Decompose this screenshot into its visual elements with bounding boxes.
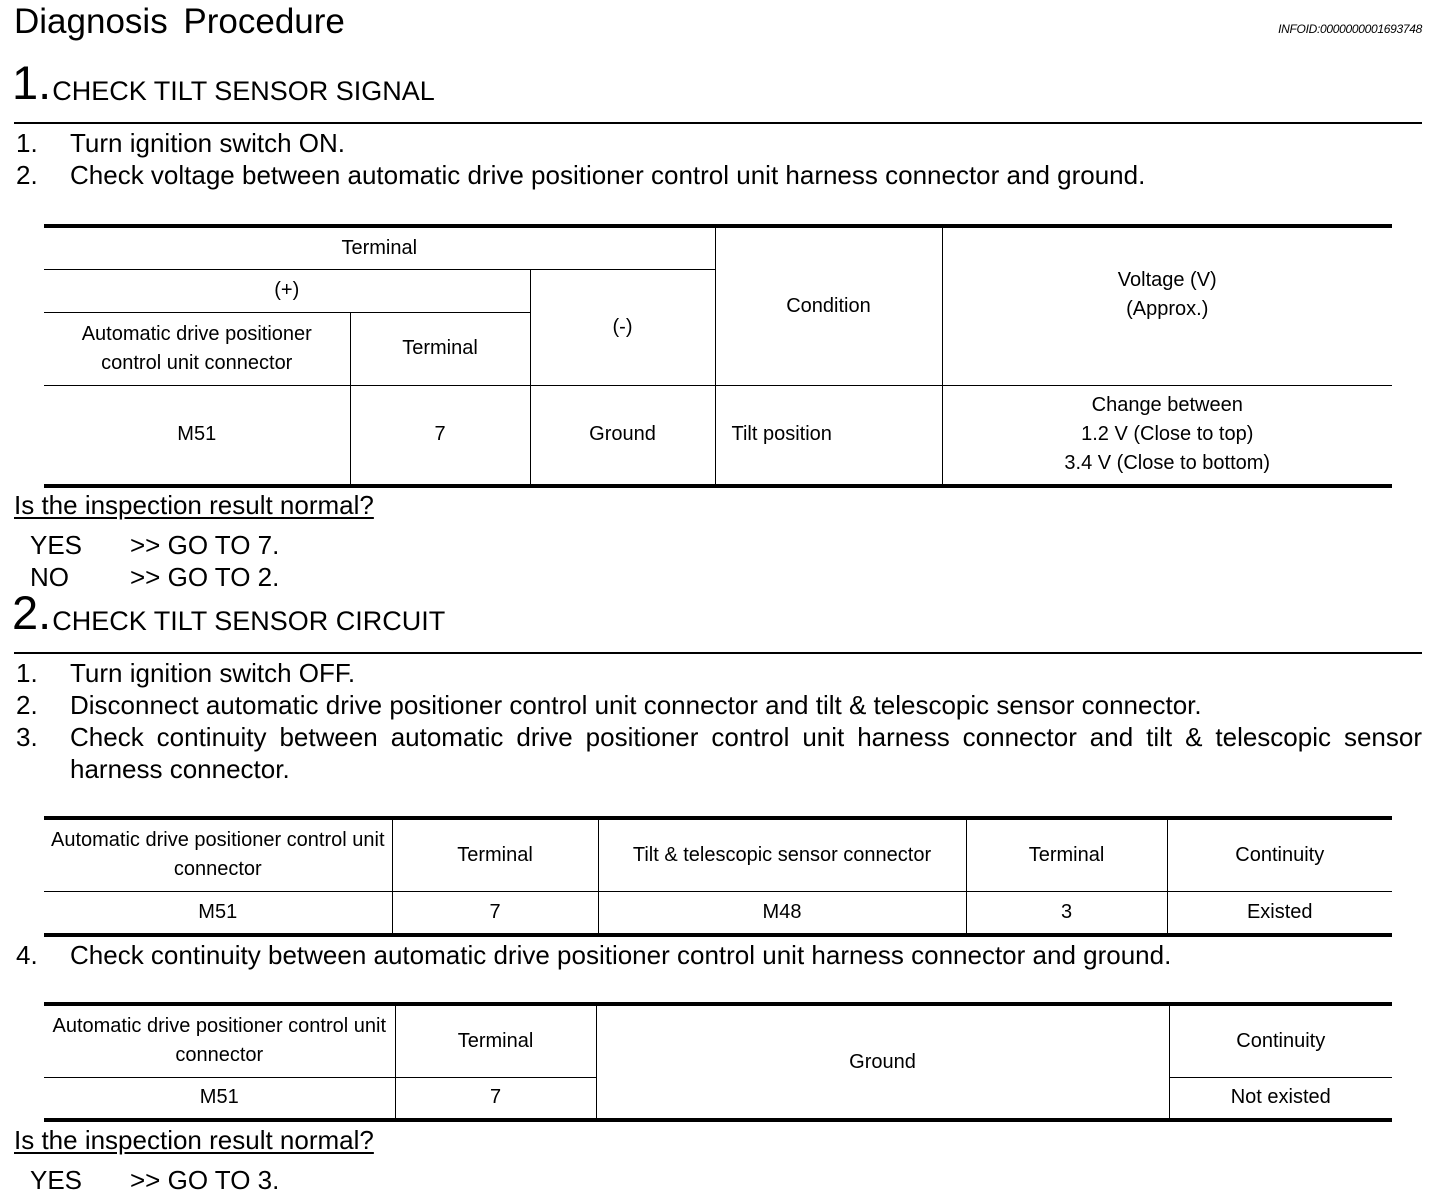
connector-header: Automatic drive positioner control unit connector: [44, 1004, 395, 1077]
instruction-number: 4.: [16, 940, 38, 970]
instruction-number: 1.: [16, 128, 38, 158]
continuity-header: Continuity: [1169, 1004, 1392, 1077]
step-2-instruction-3: [16, 721, 1422, 785]
continuity-header: Continuity: [1167, 818, 1392, 891]
instruction-text: Check voltage between automatic drive positioner control unit harness connector and ground.: [70, 160, 1146, 190]
instruction-number: 2.: [16, 690, 38, 720]
step-2-title: CHECK TILT SENSOR CIRCUIT: [52, 606, 446, 636]
terminal-header: Terminal: [966, 818, 1167, 891]
voltage-line-2: 1.2 V (Close to top): [1081, 423, 1254, 446]
condition-cell: Tilt position: [715, 385, 942, 486]
step-1-rule: [14, 122, 1422, 124]
step-2-rule: [14, 652, 1422, 654]
step-2-heading: [12, 588, 445, 638]
instruction-number: 3.: [16, 722, 38, 752]
terminal-header: Terminal: [395, 1004, 596, 1077]
connector-cell: M51: [44, 891, 392, 935]
ground-header: Ground: [596, 1004, 1169, 1120]
voltage-cell: [942, 385, 1392, 486]
step-1-number: 1.: [12, 56, 52, 109]
voltage-line-3: 3.4 V (Close to bottom): [1064, 452, 1271, 475]
step-2-instruction-1: [16, 657, 1422, 689]
instruction-text: Disconnect automatic drive positioner control unit connector and tilt & telescopic sensor connector.: [70, 690, 1202, 720]
terminal-cell: 7: [392, 891, 598, 935]
answer-value: >> GO TO 3.: [130, 1165, 280, 1195]
step-2-number: 2.: [12, 586, 52, 639]
connector-cell: M51: [44, 385, 350, 486]
answer-key: YES: [30, 1165, 83, 1195]
continuity-sensor-table: [44, 816, 1392, 937]
terminal-cell: 7: [350, 385, 530, 486]
continuity-ground-table: [44, 1002, 1392, 1122]
connector-header: Automatic drive positioner control unit connector: [44, 312, 350, 385]
instruction-text: Check continuity between automatic drive positioner control unit harness connector and tilt & telescopic sensor harness connector.: [70, 722, 1422, 784]
sensor-connector-header: Tilt & telescopic sensor connector: [598, 818, 966, 891]
instruction-number: 2.: [16, 160, 38, 190]
instruction-text: Turn ignition switch ON.: [70, 128, 346, 158]
minus-header: (-): [530, 269, 715, 385]
terminal-sub-header: Terminal: [350, 312, 530, 385]
plus-header: (+): [44, 269, 530, 312]
instruction-text: Turn ignition switch OFF.: [70, 658, 356, 688]
voltage-header: [942, 226, 1392, 385]
step-2-instruction-4: [16, 939, 1422, 971]
step-1-answer-yes: [30, 529, 279, 561]
terminal-header: Terminal: [44, 226, 715, 269]
table-row: [44, 226, 1392, 269]
table-row: [44, 818, 1392, 891]
voltage-header-line-1: Voltage (V): [1117, 269, 1217, 292]
step-1-question: Is the inspection result normal?: [14, 490, 374, 520]
connector-header: Automatic drive positioner control unit connector: [44, 818, 392, 891]
step-2-instruction-2: [16, 689, 1422, 721]
condition-header: Condition: [715, 226, 942, 385]
step-1-instruction-1: [16, 127, 1422, 159]
table-row: [44, 891, 1392, 935]
terminal-header: Terminal: [392, 818, 598, 891]
instruction-number: 1.: [16, 658, 38, 688]
step-2-question: Is the inspection result normal?: [14, 1125, 374, 1155]
step-1-title: CHECK TILT SENSOR SIGNAL: [52, 76, 435, 106]
step-1-instruction-2: [16, 159, 1422, 191]
answer-value: >> GO TO 2.: [130, 562, 280, 592]
minus-cell: Ground: [530, 385, 715, 486]
continuity-cell: Not existed: [1169, 1077, 1392, 1120]
instruction-text: Check continuity between automatic drive positioner control unit harness connector and ground.: [70, 940, 1172, 970]
voltage-header-line-2: (Approx.): [1126, 298, 1209, 321]
sensor-connector-cell: M48: [598, 891, 966, 935]
table-row: [44, 1004, 1392, 1077]
step-1-heading: [12, 58, 435, 108]
step-2-answer-yes: [30, 1164, 279, 1196]
voltage-check-table: [44, 224, 1392, 488]
answer-key: YES: [30, 530, 83, 560]
page-title: Diagnosis Procedure: [14, 2, 345, 41]
table-row: [44, 385, 1392, 486]
answer-value: >> GO TO 7.: [130, 530, 280, 560]
terminal-cell: 3: [966, 891, 1167, 935]
info-id: INFOID:0000000001693748: [1278, 22, 1422, 36]
continuity-cell: Existed: [1167, 891, 1392, 935]
voltage-line-1: Change between: [1091, 394, 1243, 417]
terminal-cell: 7: [395, 1077, 596, 1120]
connector-cell: M51: [44, 1077, 395, 1120]
answer-key: NO: [30, 562, 69, 592]
